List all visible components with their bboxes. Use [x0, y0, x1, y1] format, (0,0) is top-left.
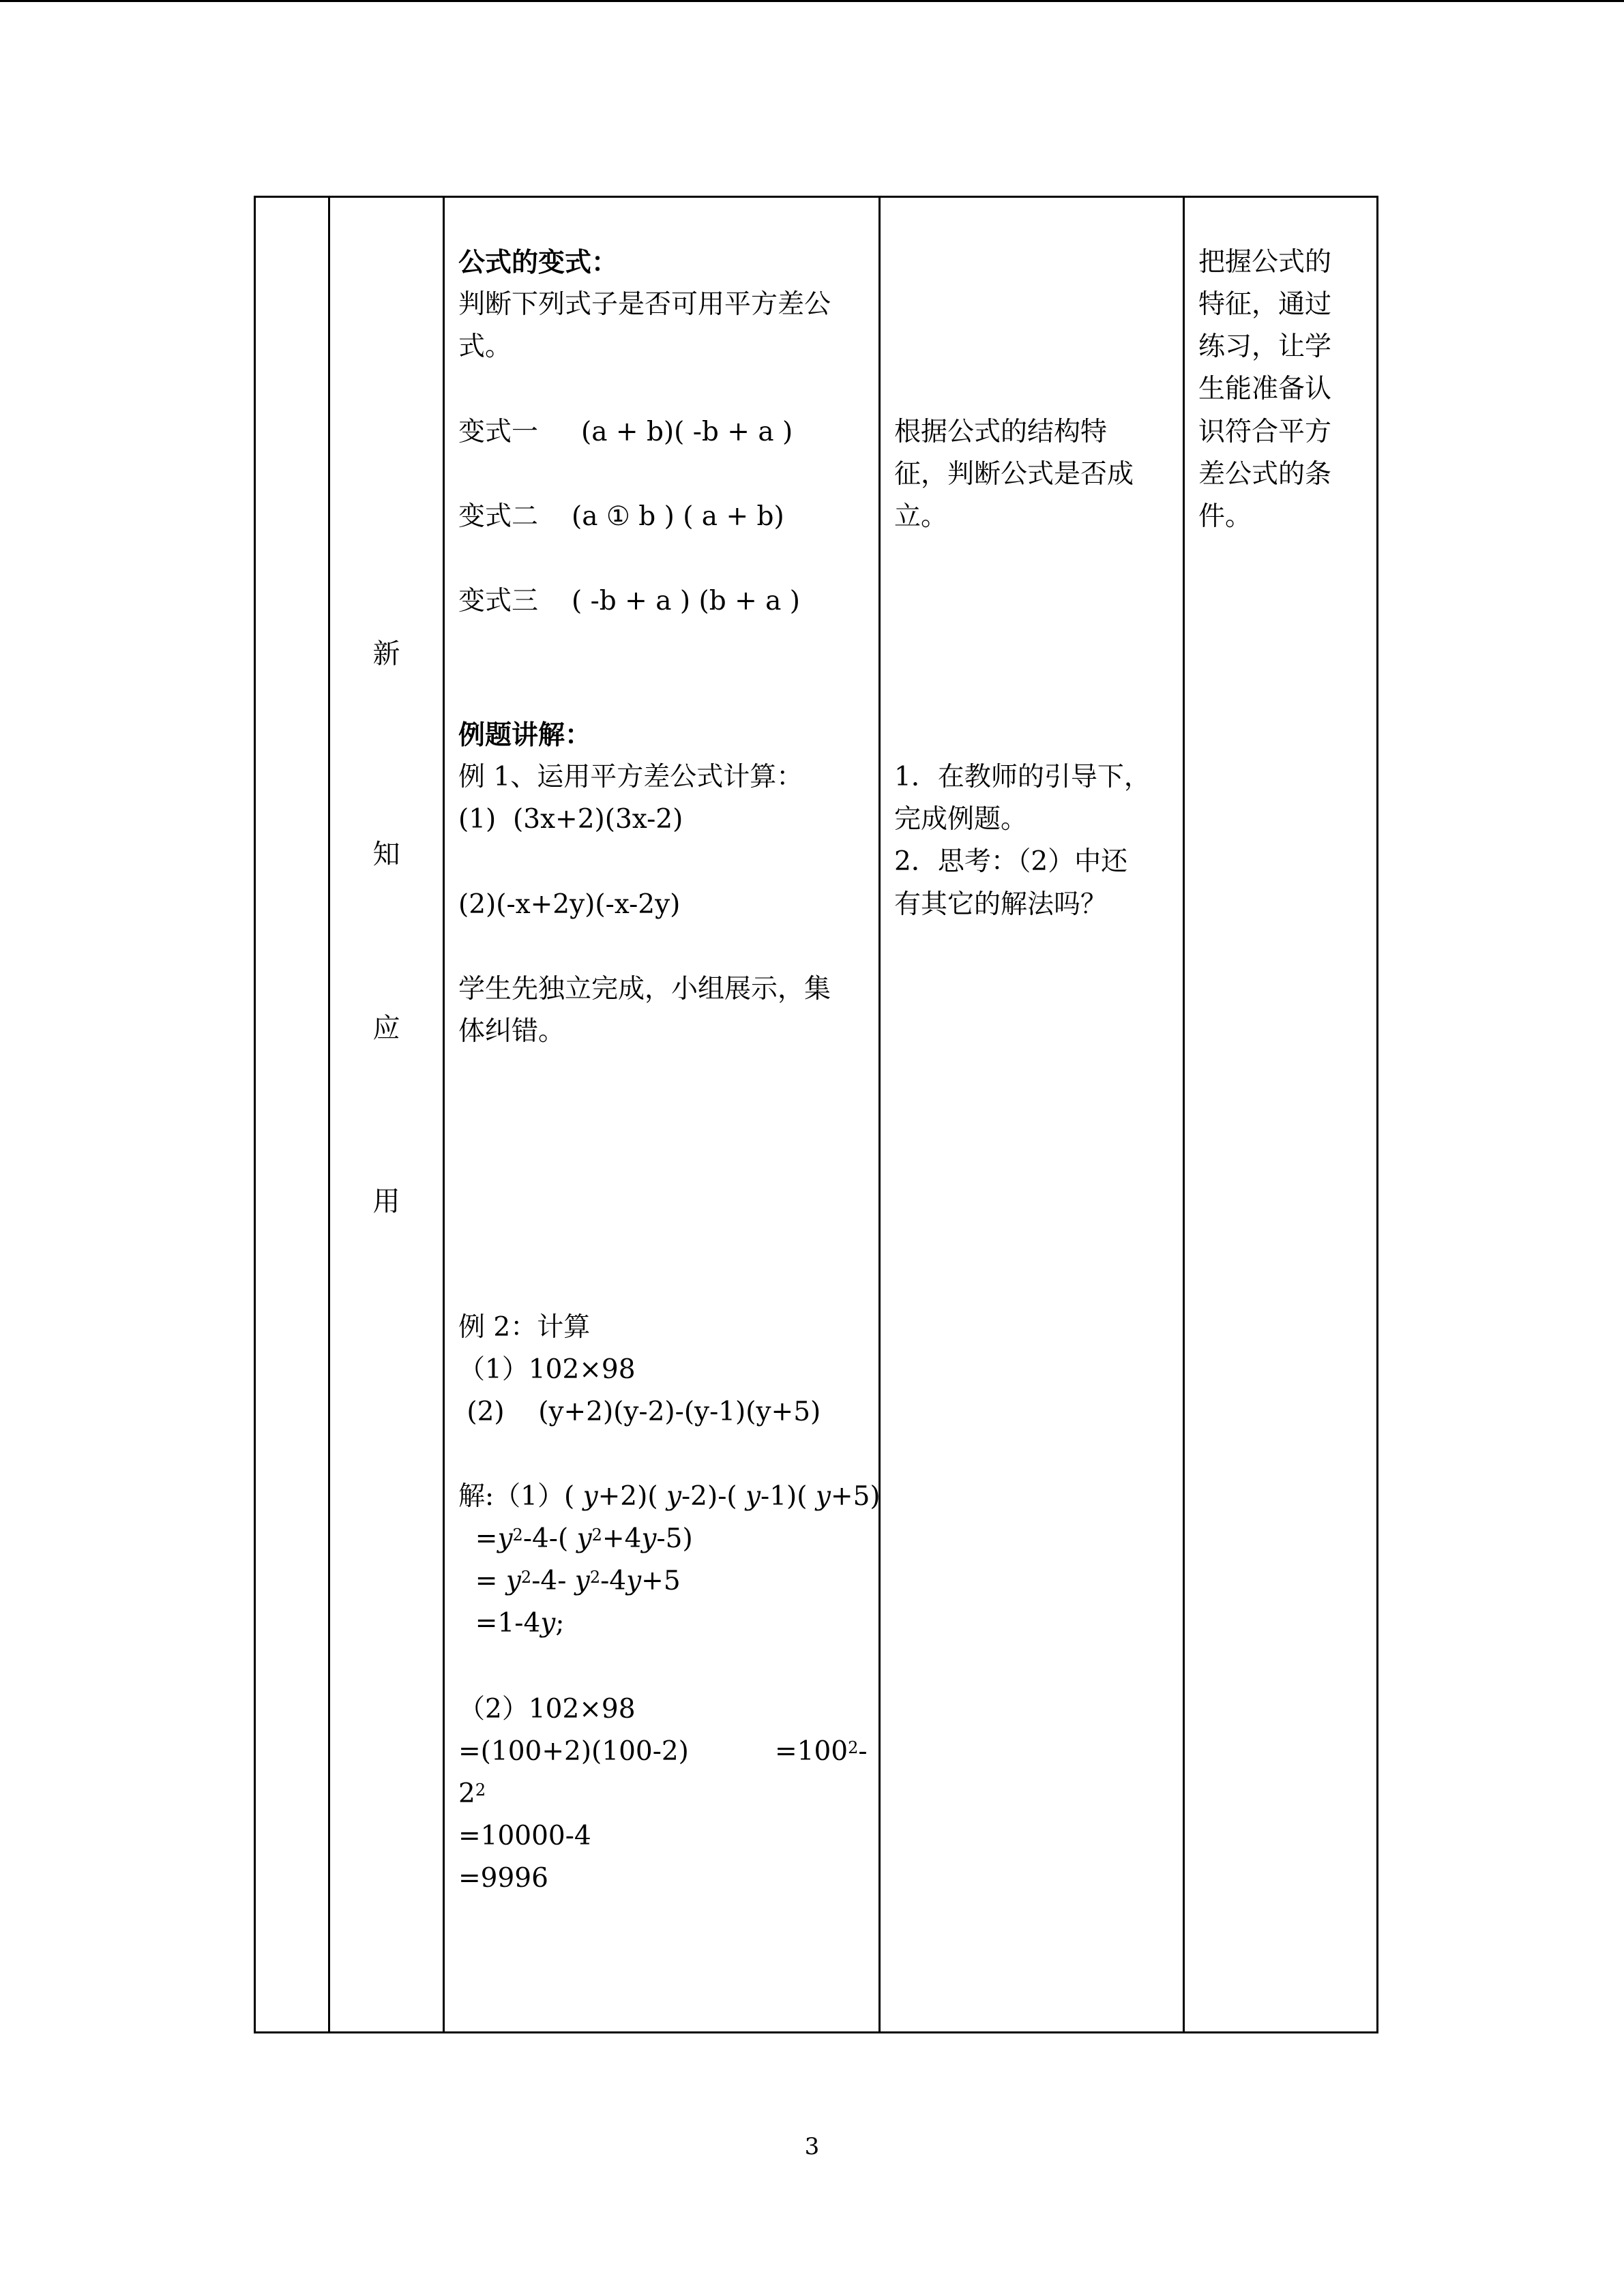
student-text: 有其它的解法吗？	[894, 889, 1108, 920]
instruction-text: 式。	[458, 331, 512, 362]
top-border-line	[0, 0, 1624, 2]
student-text: 根据公式的结构特	[894, 417, 1108, 447]
example-problem: (1) (3x+2)(3x-2)	[458, 804, 683, 835]
variant-label: 变式三	[458, 586, 539, 616]
teacher-activity-cell	[444, 197, 880, 2033]
page-number: 3	[804, 2133, 820, 2160]
section-char: 用	[372, 1186, 400, 1217]
intent-text: 件。	[1198, 501, 1252, 532]
section-char: 知	[372, 839, 400, 870]
student-text: 征，判断公式是否成	[894, 459, 1134, 490]
solution-line: =9996	[458, 1863, 548, 1894]
example-problem: (2) (y+2)(y-2)-(y-1)(y+5)	[458, 1397, 821, 1427]
example-title: 例 2：计算	[458, 1312, 591, 1343]
variant-expression: (a + b)( -b + a )	[581, 417, 793, 447]
solution-line: =1-4y;	[458, 1608, 565, 1639]
variant-heading: 公式的变式：	[458, 247, 619, 278]
variant-label: 变式一	[458, 417, 539, 447]
section-label-cell	[329, 197, 444, 2033]
solution-line: = $y^2-4-$ $y^2-4y+5$	[458, 1566, 681, 1596]
example-title: 例 1、运用平方差公式计算：	[458, 762, 803, 792]
solution-line: =(100+2)(100-2)	[458, 1736, 689, 1767]
solution-line: $=y^2-4-$( $y^2+4y-5$)	[458, 1523, 693, 1554]
intent-text: 特征，通过	[1198, 289, 1332, 320]
variant-label: 变式二	[458, 501, 539, 532]
table-row	[255, 197, 1378, 2033]
student-text: 立。	[894, 501, 948, 532]
solution-line: =10000-4	[458, 1821, 591, 1851]
example-note: 体纠错。	[458, 1016, 565, 1047]
intent-text: 把握公式的	[1198, 247, 1332, 278]
design-intent-cell	[1184, 197, 1378, 2033]
variant-expression: (a ① b ) ( a + b)	[572, 501, 784, 532]
student-text: 完成例题。	[894, 804, 1028, 835]
solution-line: （2）102×98	[458, 1694, 636, 1725]
blank-column	[255, 197, 329, 2033]
solution-line: $=100^2-$	[775, 1736, 868, 1767]
intent-text: 差公式的条	[1198, 459, 1332, 490]
example-heading: 例题讲解：	[458, 719, 592, 751]
section-char: 新	[372, 638, 400, 670]
intent-text: 练习，让学	[1198, 331, 1332, 362]
student-text: 2．思考：（2）中还	[894, 846, 1128, 877]
solution-line: $2^2$	[458, 1778, 486, 1809]
solution-line: 解:（1）( y+2)( y-2)-( y-1)( y+5)	[458, 1481, 881, 1512]
variant-expression: ( -b + a ) (b + a )	[572, 586, 801, 616]
lesson-table	[254, 196, 1378, 2033]
solution-label: 解:（1）	[458, 1481, 564, 1512]
student-text: 1．在教师的引导下，	[894, 762, 1151, 792]
intent-text: 识符合平方	[1198, 417, 1332, 447]
instruction-text: 判断下列式子是否可用平方差公	[458, 289, 831, 320]
example-problem: （1）102×98	[458, 1354, 636, 1385]
example-note: 学生先独立完成，小组展示，集	[458, 974, 831, 1004]
section-char: 应	[372, 1013, 400, 1044]
intent-text: 生能准备认	[1198, 374, 1332, 404]
student-activity-cell	[880, 197, 1184, 2033]
example-problem: (2)(-x+2y)(-x-2y)	[458, 889, 681, 920]
